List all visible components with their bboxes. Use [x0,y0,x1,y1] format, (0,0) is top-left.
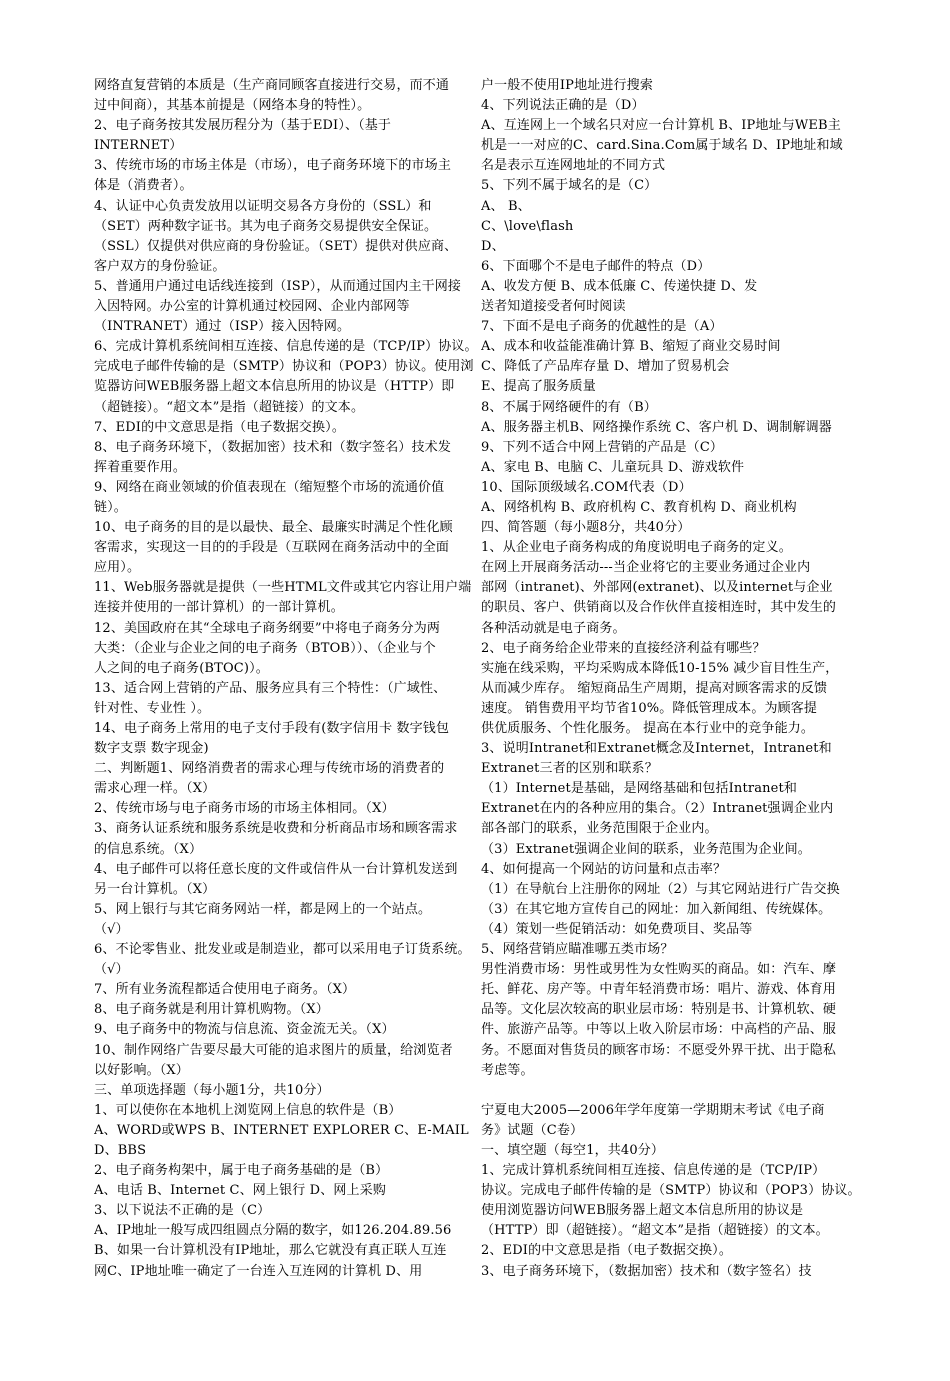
text-line: 品等。文化层次较高的职业层市场：特别是书、计算机软、硬 [481,1002,837,1018]
text-line: 在网上开展商务活动---当企业将它的主要业务通过企业内 [481,560,811,576]
text-line: 8、不属于网络硬件的有（B） [481,399,657,415]
text-line: A、电话 B、Internet C、网上银行 D、网上采购 [94,1183,386,1199]
text-line: A、WORD或WPS B、INTERNET EXPLORER C、E-MAIL [94,1122,469,1138]
text-line: Extranet在内的各种应用的集合。（2）Intranet强调企业内 [481,801,834,817]
text-line: 4、下列说法正确的是（D） [481,98,645,114]
text-line: 览器访问WEB服务器上超文本信息所用的协议是（HTTP）即 [94,379,455,395]
text-line: 完成电子邮件传输的是（SMTP）协议和（POP3）协议。使用浏 [94,359,474,375]
text-line: 各种活动就是电子商务。 [481,620,626,636]
text-line: 5、网上银行与其它商务网站一样，都是网上的一个站点。 [94,901,432,917]
text-line: 9、电子商务中的物流与信息流、资金流无关。（X） [94,1022,395,1038]
text-line: 4、电子邮件可以将任意长度的文件或信件从一台计算机发送到 [94,861,458,877]
text-line: 户一般不使用IP地址进行搜索 [481,78,653,93]
text-line: INTERNET） [94,138,183,154]
text-line: （超链接）。“超文本”是指（超链接）的文本。 [94,399,365,415]
text-line [481,1081,865,1101]
text-line: （INTRANET）通过（ISP）接入因特网。 [94,319,351,335]
text-line: （HTTP）即（超链接）。“超文本”是指（超链接）的文本。 [481,1223,829,1239]
text-line: 实施在线采购，平均采购成本降低10-15% 减少盲目性生产， [481,660,839,676]
text-line: 2、EDI的中文意思是指（电子数据交换）。 [481,1243,732,1259]
text-line: 男性消费市场：男性或男性为女性购买的商品。如：汽车、摩 [481,962,837,978]
text-line: A、IP地址一般写成四组圆点分隔的数字，如126.204.89.56 [94,1223,452,1239]
text-line: A、服务器主机B、网络操作系统 C、客户机 D、调制解调器 [481,419,832,435]
text-line: 针对性、专业性 ）。 [94,700,211,716]
text-line: 客需求，实现这一目的的手段是（互联网在商务活动中的全面 [94,540,450,556]
text-line: 务。不愿面对售货员的顾客市场：不愿受外界干扰、出于隐私 [481,1042,837,1058]
text-line: 4、如何提高一个网站的访问量和点击率？ [481,861,727,877]
text-line: （1）在导航台上注册你的网址（2）与其它网站进行广告交换 [481,881,840,897]
text-line: 9、网络在商业领域的价值表现在（缩短整个市场的流通价值 [94,479,445,495]
left-text-column [94,76,478,1282]
text-line: D、 [481,238,505,254]
text-line: 13、适合网上营销的产品、服务应具有三个特性：（广域性、 [94,680,447,696]
text-line: 过中间商），其基本前提是（网络本身的特性）。 [94,98,371,114]
text-line: 11、Web服务器就是提供（一些HTML文件或其它内容让用户端 [94,580,472,596]
text-line: 连接并使用的一部计算机）的一部计算机。 [94,600,344,616]
text-line: 大类：（企业与企业之间的电子商务（BTOB））、（企业与个 [94,640,436,656]
text-line: 7、所有业务流程都适合使用电子商务。（X） [94,982,356,998]
text-line: 7、EDI的中文意思是指（电子数据交换）。 [94,419,345,435]
text-line: 5、网络营销应瞄准哪五类市场？ [481,942,674,958]
text-line: 托、鲜花、房产等。中青年轻消费市场：唱片、游戏、体育用 [481,982,837,998]
text-line: （SET）两种数字证书。其为电子商务交易提供安全保证。 [94,218,438,234]
right-text-column [481,76,865,1282]
text-line: 件、旅游产品等。中等以上收入阶层市场：中高档的产品、服 [481,1022,837,1038]
text-line: 部各部门的联系，业务范围限于企业内。 [481,821,718,837]
text-line: A、收发方便 B、成本低廉 C、传递快捷 D、发 [481,278,758,294]
text-line: 4、认证中心负责发放用以证明交易各方身份的（SSL）和 [94,198,432,214]
text-line: 6、不论零售业、批发业或是制造业，都可以采用电子订货系统。 [94,942,471,958]
text-line: 10、国际顶级域名.COM代表（D） [481,479,692,495]
text-line: 协议。完成电子邮件传输的是（SMTP）协议和（POP3）协议。 [481,1183,861,1199]
text-line: 另一台计算机。（X） [94,881,216,897]
text-line: 9、下列不适合中网上营销的产品是（C） [481,439,724,455]
text-line: A、互连网上一个域名只对应一台计算机 B、IP地址与WEB主 [481,118,841,134]
text-line: 网C、IP地址唯一确定了一台连入互连网的计算机 D、用 [94,1263,423,1279]
text-line: 2、电子商务给企业带来的直接经济利益有哪些？ [481,640,766,656]
text-line: 3、商务认证系统和服务系统是收费和分析商品市场和顾客需求 [94,821,458,837]
text-line: 使用浏览器访问WEB服务器上超文本信息所用的协议是 [481,1203,804,1219]
text-line: 7、下面不是电子商务的优越性的是（A） [481,319,723,335]
text-line: （3）Extranet强调企业间的联系，业务范围为企业间。 [481,841,811,857]
text-line: 5、普通用户通过电话线连接到（ISP），从而通过国内主干网接 [94,278,462,294]
text-line: 1、从企业电子商务构成的角度说明电子商务的定义。 [481,540,792,556]
text-line: 挥着重要作用。 [94,459,187,475]
text-line: 6、下面哪个不是电子邮件的特点（D） [481,258,711,274]
text-line: Extranet三者的区别和联系？ [481,761,658,777]
text-line: 1、可以使你在本地机上浏览网上信息的软件是（B） [94,1102,402,1118]
text-line: 的职员、客户、供销商以及合作伙伴直接相连时，其中发生的 [481,600,837,616]
text-line: 体是（消费者）。 [94,178,193,194]
text-line: 部网（intranet)、外部网(extranet)、以及internet与企业 [481,580,833,596]
text-line: 3、电子商务环境下，（数据加密）技术和（数字签名）技 [481,1263,812,1279]
text-line: 12、美国政府在其“全球电子商务纲要”中将电子商务分为两 [94,620,441,636]
text-line: 3、说明Intranet和Extranet概念及Internet，Intranet和 [481,741,832,757]
text-line: （1）Internet是基础，是网络基础和包括Intranet和 [481,781,797,797]
text-line: 机是一一对应的C、card.Sina.Com属于域名 D、IP地址和域 [481,138,843,154]
text-line: 人之间的电子商务(BTOC)）。 [94,660,269,676]
text-line: 三、单项选择题（每小题1分，共10分） [94,1082,330,1098]
text-line: A、 B、 [481,198,531,214]
text-line: 送者知道接受者何时阅读 [481,299,626,315]
text-line: 应用）。 [94,560,141,576]
text-line: E、提高了服务质量 [481,379,596,395]
text-line: 数字支票 数字现金) [94,741,209,757]
text-line: （4）策划一些促销活动：如免费项目、奖品等 [481,921,753,937]
text-line: A、成本和收益能准确计算 B、缩短了商业交易时间 [481,339,781,355]
text-line: 3、传统市场的市场主体是（市场），电子商务环境下的市场主 [94,158,451,174]
text-line: （√） [94,962,129,978]
text-line: 供优质服务、个性化服务。 提高在本行业中的竞争能力。 [481,721,815,736]
text-line: 网络直复营销的本质是（生产商同顾客直接进行交易，而不通 [94,78,450,93]
text-line: 名是表示互连网地址的不同方式 [481,158,666,174]
text-line: 二、判断题1、网络消费者的需求心理与传统市场的消费者的 [94,761,445,777]
text-line: 5、下列不属于域名的是（C） [481,178,658,194]
text-line: 8、电子商务就是利用计算机购物。（X） [94,1002,329,1018]
text-line: 10、电子商务的目的是以最快、最全、最廉实时满足个性化顾 [94,520,453,536]
text-line: 需求心理一样。（X） [94,781,216,797]
text-line: C、降低了产品库存量 D、增加了贸易机会 [481,359,730,375]
text-line: A、家电 B、电脑 C、儿童玩具 D、游戏软件 [481,459,745,475]
text-line: 务》试题（C卷） [481,1122,584,1138]
text-line: 一、填空题（每空1，共40分） [481,1142,665,1158]
text-line: 2、电子商务按其发展历程分为（基于EDI）、（基于 [94,118,392,134]
text-line: 链）。 [94,499,127,515]
text-line: 从而减少库存。 缩短商品生产周期，提高对顾客需求的反馈 [481,680,828,696]
text-line: 2、电子商务构架中，属于电子商务基础的是（B） [94,1163,389,1179]
text-line: A、网络机构 B、政府机构 C、教育机构 D、商业机构 [481,499,797,515]
text-line: 考虑等。 [481,1062,534,1078]
text-line: 宁夏电大2005—2006年学年度第一学期期末考试《电子商 [481,1102,825,1118]
text-line: 速度。 销售费用平均节省10%。降低管理成本。为顾客提 [481,700,818,716]
text-line: （3）在其它地方宣传自己的网址：加入新闻组、传统媒体。 [481,901,832,917]
text-line: 以好影响。（X） [94,1062,189,1078]
text-line: 10、制作网络广告要尽最大可能的追求图片的质量，给浏览者 [94,1042,453,1058]
text-line: 四、简答题（每小题8分，共40分） [481,520,691,536]
text-line: 3、以下说法不正确的是（C） [94,1203,271,1219]
text-line: 1、完成计算机系统间相互连接、信息传递的是（TCP/IP） [481,1163,826,1179]
text-line: B、如果一台计算机没有IP地址，那么它就没有真正联人互连 [94,1243,447,1259]
text-line: C、\love\flash [481,218,574,234]
text-line: （√） [94,921,129,937]
text-line: 入因特网。办公室的计算机通过校园网、企业内部网等 [94,299,410,315]
text-line: （SSL）仅提供对供应商的身份验证。（SET）提供对供应商、 [94,238,458,254]
text-line: 6、完成计算机系统间相互连接、信息传递的是（TCP/IP）协议。 [94,339,478,355]
text-line: 客户双方的身份验证。 [94,258,226,274]
text-line: 2、传统市场与电子商务市场的市场主体相同。（X） [94,801,395,817]
text-line: 8、电子商务环境下，（数据加密）技术和（数字签名）技术发 [94,439,451,455]
text-line: D、BBS [94,1142,147,1158]
text-line: 的信息系统。（X） [94,841,203,857]
text-line: 14、电子商务上常用的电子支付手段有(数字信用卡 数字钱包 [94,721,450,736]
